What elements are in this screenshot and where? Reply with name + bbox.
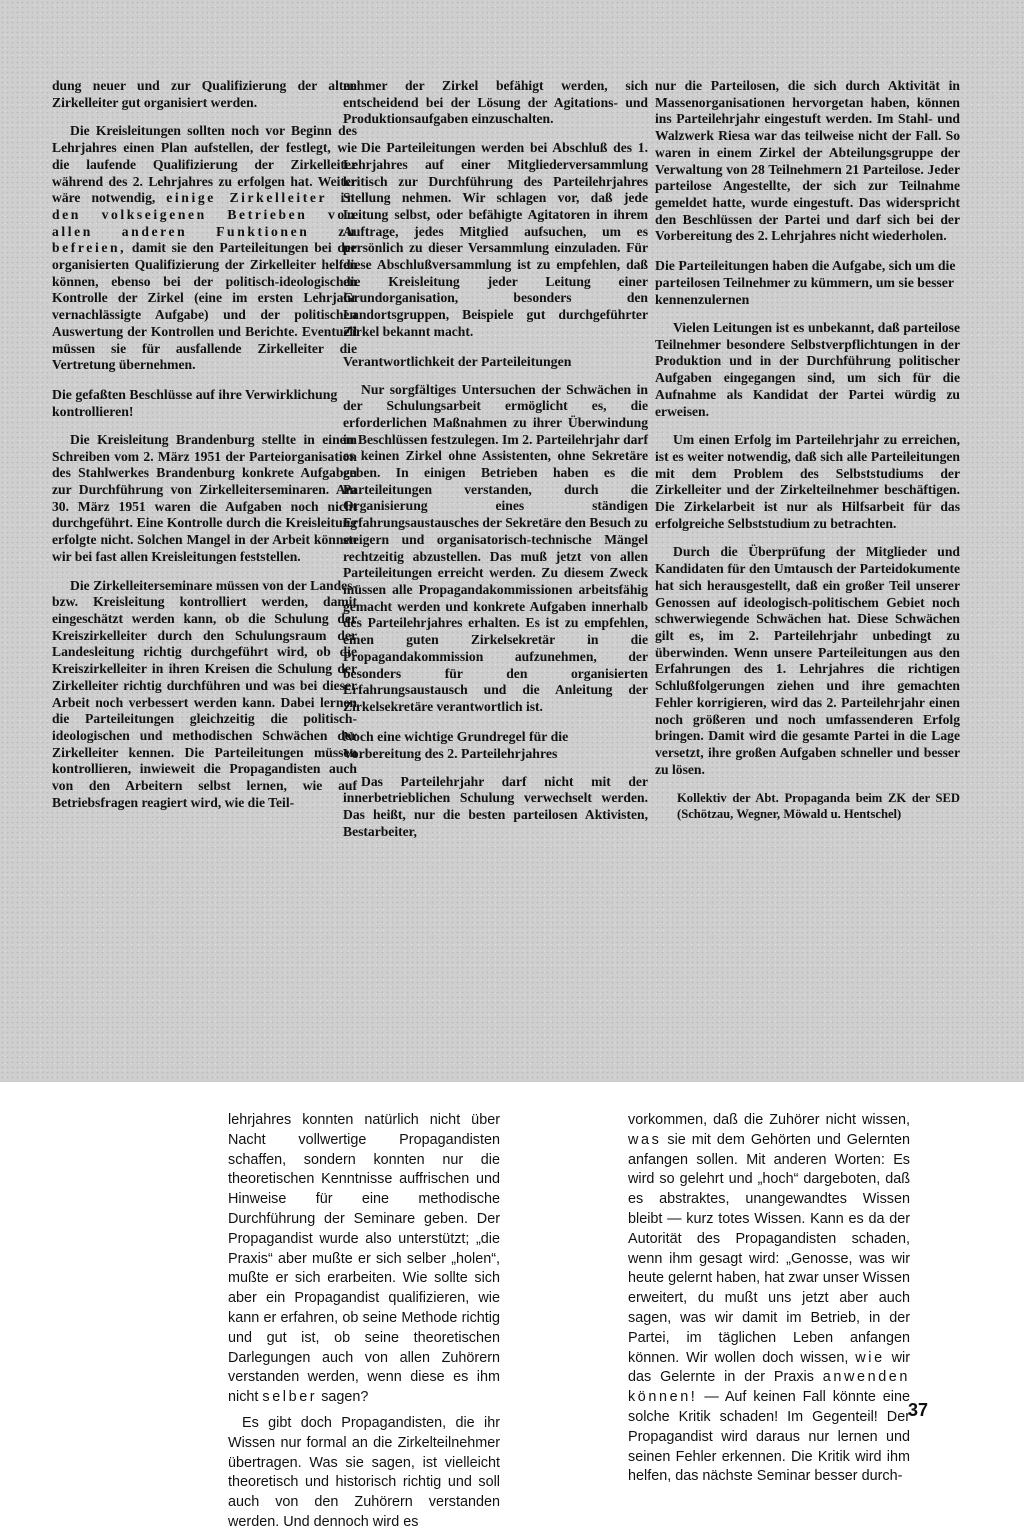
page-number: 37: [908, 1400, 929, 1420]
boxed-column-2: [343, 78, 648, 852]
boxed-column-3: [655, 78, 960, 834]
paragraph: Das Parteilehrjahr darf nicht mit der innerbetrieblichen Schulung verwechselt werden. Das heißt, nur die besten parteilosen Aktivisten, Bestarbeiter,: [343, 773, 648, 839]
paragraph: Um einen Erfolg im Parteilehrjahr zu erreichen, ist es weiter notwendig, daß sich alle Parteileitungen mit dem Problem des Selbststudiums der Zirkelleiter und der Zirkelteilnehmer beschäftigen. Die Zirkelarbeit ist nur als Hilfsarbeit für das erfolgreiche Selbststudium zu betrachten.: [655, 432, 960, 531]
paragraph: [228, 1111, 500, 1408]
paragraph: Die Parteileitungen werden bei Abschluß des 1. Lehrjahres auf einer Mitgliederversammlung kritisch zur Durchführung des Parteilehrjahres Stellung nehmen. Wir schlagen vor, daß jede Leitung selbst, oder befähigte Agitatoren in ihrem Auftrage, jedes Mitglied aufsuchen, um es persönlich zu dieser Versammlung einzuladen. Für diese Abschlußversammlung ist zu empfehlen, daß die Kreisleitung jeder Leitung einer Grundorganisation, besonders den Landortsgruppen, Beispiele gut durchgeführter Zirkel bekannt macht.: [343, 140, 648, 339]
text-run: damit sie den Parteileitungen bei der organisierten Qualifizierung der Zirkelleiter helfen können, ebenso bei der politisch-ideologischen Kontrolle der Zirkel (eine im ersten Lehrjahr vernachlässigte Aufgabe) und der politischen Auswertung der Kontrollen und Berichte. Eventuell müssen sie für ausfallende Zirkelleiter die Vertretung übernehmen.: [52, 240, 357, 373]
paragraph: Die Zirkelleiterseminare müssen von der Landes- bzw. Kreisleitung kontrolliert werden, damit eingeschätzt werden kann, ob die Schulung der Kreiszirkelleiter durch den Schulungsraum der Landesleitung richtig durchgeführt wird, ob die Kreiszirkelleiter in ihren Kreisen die Schulung der Zirkelleiter richtig durchführen und was bei dieser Arbeit noch verbessert werden kann. Dabei lernen die Parteileitungen gleichzeitig die politisch-ideologischen und methodischen Schwächen der Zirkelleiter kennen. Die Parteileitungen müssen kontrollieren, inwieweit die Propagandisten auch von den Arbeitern selbst lernen, wie auf Betriebsfragen reagiert wird, wie die Teil-: [52, 577, 357, 810]
text-run: wir das Gelernte in der Praxis: [628, 1349, 910, 1386]
spaced-emphasis: selber: [262, 1389, 318, 1406]
section-heading: Verantwortlichkeit der Parteileitungen: [343, 353, 572, 369]
paragraph: Nur sorgfältiges Untersuchen der Schwächen in der Schulungsarbeit ermöglicht es, die erforderlichen Maßnahmen zu ihrer Überwindung in Beschlüssen festzulegen. Im 2. Parteilehrjahr darf es keinen Zirkel ohne Assistenten, ohne Sekretäre geben. In einigen Betrieben haben es die Parteileitungen verstanden, durch die Organisierung eines ständigen Erfahrungsaustausches der Sekretäre den Besuch zu steigern und organisatorisch-technische Mängel rechtzeitig abzustellen. Das muß jetzt von allen Parteileitungen erreicht werden. Zu diesem Zweck müssen alle Propagandakommissionen arbeitsfähig gemacht werden und konkrete Aufgaben innerhalb des Parteilehrjahres erhalten. Es ist zu empfehlen, einen guten Zirkelsekretär in die Propagandakommission aufzunehmen, der besonders für den organisierten Erfahrungsaustausch und die Anleitung der Zirkelsekretäre verantwortlich ist.: [343, 381, 648, 714]
paragraph: Die Kreisleitung Brandenburg stellte in einem Schreiben vom 2. März 1951 der Parteiorganisation des Stahlwerkes Brandenburg konkrete Aufgaben zur Durchführung von Zirkelleiterseminaren. Am 30. März 1951 waren die Aufgaben noch nicht durchgeführt. Eine Kontrolle durch die Kreisleitung erfolgte nicht. Solchen Mangel in der Arbeit können wir bei fast allen Kreisleitungen feststellen.: [52, 431, 357, 564]
paragraph: [628, 1111, 910, 1487]
main-column-2: [628, 1111, 910, 1493]
spaced-emphasis: anwenden können!: [628, 1369, 911, 1406]
text-run: sie mit dem Gehörten und Gelernten anfangen sollen. Mit anderen Worten: Es wird so gelehrt und „hoch“ dargeboten, daß es abstraktes, unangewandtes Wissen bleibt — kurz totes Wissen. Kann es da der Autorität des Propagandisten schaden, wenn ihm gesagt wird: „Genosse, was wir heute gelernt haben, hat zwar unser Wissen erweitert, du mußt uns jetzt aber auch sagen, was wir damit im Betrieb, in der Partei, im täglichen Leben anfangen können. Wir wollen doch wissen,: [628, 1131, 910, 1366]
text-run: sagen?: [321, 1389, 369, 1406]
paragraph: nur die Parteilosen, die sich durch Aktivität in Massenorganisationen hervorgetan haben, können ins Parteilehrjahr eingestuft werden. Im Stahl- und Walzwerk Riesa war das teilweise nicht der Fall. So waren in einem Zirkel der Abteilungsgruppe der Verwaltung von 28 Teilnehmern 21 Parteilose. Jeder parteilose Angestellte, der sich zur Teilnahme gemeldet hatte, wurde eingestuft. Das widerspricht den Beschlüssen der Partei und darf sich bei der Vorbereitung des 2. Lehrjahres nicht wiederholen.: [655, 78, 960, 244]
paragraph: Durch die Überprüfung der Mitglieder und Kandidaten für den Umtausch der Parteidokumente hat sich herausgestellt, daß ein großer Teil unserer Genossen auf ideologisch-politischem Gebiet noch schwerwiegende Schwächen hat. Diese Schwächen gilt es, im 2. Parteilehrjahr unbedingt zu überwinden. Wenn unsere Parteileitungen aus den Erfahrungen des 1. Lehrjahres die richtigen Schlußfolgerungen ziehen und ihre gemachten Fehler korrigieren, wird das 2. Parteilehrjahr einen noch größeren und noch umfassenderen Erfolg bringen. Damit wird die gesamte Partei in die Lage versetzt, ihre großen Aufgaben schneller und besser zu lösen.: [655, 544, 960, 777]
paragraph: Vielen Leitungen ist es unbekannt, daß parteilose Teilnehmer besondere Selbstverpflichtungen in der Produktion und in der Durchführung politischer Aufgaben eingegangen sind, um sich für die Aufnahme als Kandidat der Partei würdig zu erweisen.: [655, 320, 960, 419]
paragraph: Es gibt doch Propagandisten, die ihr Wissen nur formal an die Zirkelteilnehmer übertragen. Was sie sagen, ist vielleicht theoretisch und historisch richtig und soll auch von den Zuhörern verstanden werden. Und dennoch wird es: [228, 1414, 500, 1530]
section-heading: Noch eine wichtige Grundregel für die Vorbereitung des 2. Parteilehrjahres: [343, 728, 569, 761]
spaced-emphasis: was: [628, 1131, 662, 1148]
spaced-emphasis: wie: [855, 1349, 885, 1366]
main-column-1: [228, 1111, 500, 1539]
text-run: Die Kreisleitungen sollten noch vor Beginn des Lehrjahres einen Plan aufstellen, der festlegt, wie die laufende Qualifizierung der Zirkelleiter während des 2. Lehrjahres zu erfolgen hat. Weiter wäre notwendig,: [52, 123, 357, 206]
paragraph: dung neuer und zur Qualifizierung der alten Zirkelleiter gut organisiert werden.: [52, 78, 357, 110]
text-run: — Auf keinen Fall könnte eine solche Kritik schaden! Im Gegenteil! Der Propagandist wird daraus nur lernen und seinen Fehler erkennen. Die Kritik wird ihm helfen, das nächste Seminar besser durch-: [628, 1389, 911, 1485]
text-run: lehrjahres konnten natürlich nicht über Nacht vollwertige Propagandisten schaffen, sondern konnten nur die theoretischen Kenntnisse auffrischen und Hinweise für eine methodische Durchführung der Seminare geben. Der Propagandist wurde also unterstützt; „die Praxis“ aber mußte er sich selber „holen“, mußte er sich erarbeiten. Wie sollte sich aber ein Propagandist qualifizieren, wie kann er erfahren, ob seine Methode richtig und gut ist, ob seine theoretischen Darlegungen auch von allen Zuhörern verstanden werden, wenn diese es ihm nicht: [228, 1112, 500, 1406]
author-signature: Kollektiv der Abt. Propaganda beim ZK der SED (Schötzau, Wegner, Möwald u. Hentschel): [677, 791, 960, 822]
section-heading: Die Parteileitungen haben die Aufgabe, sich um die parteilosen Teilnehmer zu kümmern, um sie besser kennenzulernen: [655, 258, 956, 308]
paragraph: nehmer der Zirkel befähigt werden, sich entscheidend bei der Lösung der Agitations- und Produktionsaufgaben einzuschalten.: [343, 78, 648, 127]
spaced-emphasis: einige Zirkelleiter in den volkseigenen Betrieben von allen anderen Funktionen zu befreien,: [52, 190, 358, 256]
section-heading: Die gefaßten Beschlüsse auf ihre Verwirklichung kontrollieren!: [52, 386, 338, 419]
paragraph: [52, 123, 357, 374]
text-run: vorkommen, daß die Zuhörer nicht wissen,: [628, 1112, 910, 1128]
boxed-column-1: [52, 78, 357, 823]
